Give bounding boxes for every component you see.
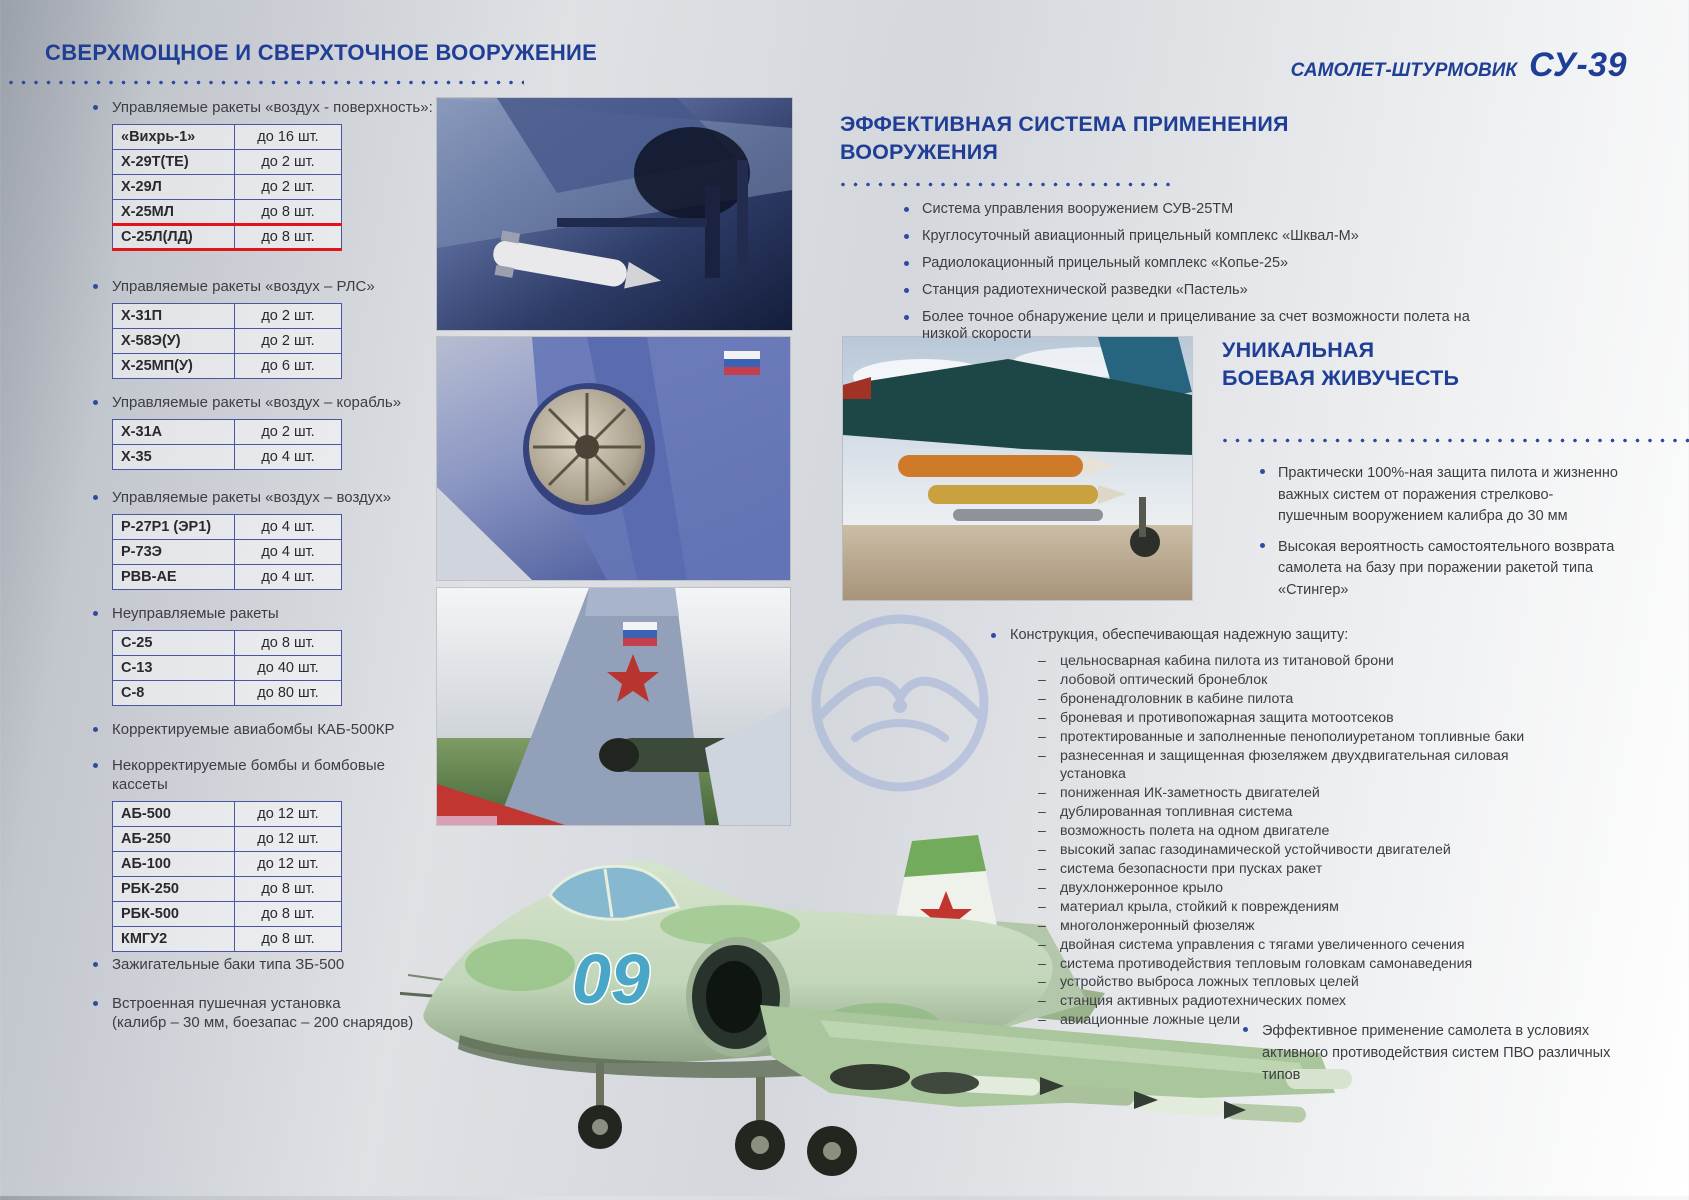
weapon-qty-cell: до 12 шт. [235,852,342,877]
weapon-qty-cell: до 8 шт. [235,877,342,902]
construction-item: – цельносварная кабина пилота из титановой брони [1038,652,1558,671]
weapon-section-label: Неуправляемые ракеты [88,604,440,623]
winged-emblem-icon [795,598,1005,808]
weapon-row [113,631,342,656]
photo-underside-weapons [437,98,792,330]
weapon-table [112,303,342,379]
weapon-row [113,125,342,150]
weapon-section-air-air [88,488,440,590]
weapon-section-bombs [88,756,440,952]
feature-bullet: Станция радиотехнической разведки «Пастель» [902,282,1512,299]
weapon-name-cell: АБ-100 [113,852,235,877]
aircraft-title [1291,46,1627,85]
section-effective-use [1238,1020,1648,1093]
feature-bullet: Система управления вооружением СУВ-25ТМ [902,201,1512,218]
section-construction [986,626,1561,1030]
weapon-name-cell: Х-29Л [113,175,235,200]
weapon-row [113,445,342,470]
gun-label-line1: Встроенная пушечная установка [112,995,341,1012]
weapon-row [113,540,342,565]
weapon-name-cell: Х-29Т(ТЕ) [113,150,235,175]
weapon-row [113,681,342,706]
weapon-section-label: Корректируемые авиабомбы КАБ-500КР [88,720,440,739]
weapon-section-label [88,994,440,1032]
weapon-row [113,927,342,952]
weapon-table [112,514,342,590]
weapon-section-label: Управляемые ракеты «воздух – корабль» [88,393,440,412]
aircraft-number: 09 [572,940,650,1018]
photo-tail-star [437,588,790,825]
weapon-qty-cell: до 2 шт. [235,420,342,445]
weapon-row [113,329,342,354]
weapon-table [112,419,342,470]
effective-system-list [902,201,1512,343]
section-heading [1222,336,1689,392]
feature-bullet: Более точное обнаружение цели и прицеливание за счет возможности полета на низкой скорости [902,309,1512,343]
heading-line-1: УНИКАЛЬНАЯ [1222,338,1375,362]
feature-bullet: Практически 100%-ная защита пилота и жизненно важных систем от поражения стрелково-пушечным вооружением калибра до 30 мм [1258,463,1618,528]
weapons-column [88,98,440,1032]
construction-item: – дублированная топливная система [1038,803,1558,822]
dotted-divider [1222,438,1689,443]
aircraft-type-label: САМОЛЕТ-ШТУРМОВИК [1290,60,1518,81]
weapon-qty-cell: до 4 шт. [235,515,342,540]
page-title: СВЕРХМОЩНОЕ И СВЕРХТОЧНОЕ ВООРУЖЕНИЕ [45,40,598,65]
weapon-qty-cell: до 8 шт. [235,927,342,952]
weapon-name-cell: Х-58Э(У) [113,329,235,354]
construction-item: – возможность полета на одном двигателе [1038,822,1558,841]
weapon-row [113,304,342,329]
weapon-name-cell: С-25Л(ЛД) [113,225,235,250]
weapon-name-cell: АБ-250 [113,827,235,852]
feature-bullet: Круглосуточный авиационный прицельный комплекс «Шквал-М» [902,228,1512,245]
weapon-section-unguided [88,604,440,706]
construction-item: – двойная система управления с тягами увеличенного сечения [1038,936,1558,955]
weapon-qty-cell: до 80 шт. [235,681,342,706]
construction-list [1038,652,1558,1030]
weapon-qty-cell: до 8 шт. [235,225,342,250]
weapon-name-cell: Х-35 [113,445,235,470]
weapon-name-cell: РВВ-АЕ [113,565,235,590]
weapon-qty-cell: до 4 шт. [235,445,342,470]
effective-use-text: Эффективное применение самолета в условиях активного противодействия систем ПВО различных типов [1238,1020,1648,1086]
gun-label-line2: (калибр – 30 мм, боезапас – 200 снарядов) [112,1014,414,1031]
weapon-row [113,902,342,927]
construction-item: – устройство выброса ложных тепловых целей [1038,973,1558,992]
feature-bullet: Высокая вероятность самостоятельного возврата самолета на базу при поражении ракетой типа «Стингер» [1258,537,1618,602]
construction-item: – высокий запас газодинамической устойчивости двигателей [1038,841,1558,860]
weapon-qty-cell: до 8 шт. [235,902,342,927]
weapon-name-cell: АБ-500 [113,802,235,827]
weapon-qty-cell: до 12 шт. [235,802,342,827]
construction-item: – материал крыла, стойкий к повреждениям [1038,898,1558,917]
weapon-row [113,175,342,200]
weapon-qty-cell: до 2 шт. [235,304,342,329]
weapon-row [113,200,342,225]
construction-item: – многолонжеронный фюзеляж [1038,917,1558,936]
weapon-row [113,150,342,175]
weapon-table [112,630,342,706]
weapon-section-label: Зажигательные баки типа ЗБ-500 [88,955,440,974]
sukhoi-logo-watermark [795,598,1005,808]
weapon-name-cell: РБК-500 [113,902,235,927]
construction-item: – броненадголовник в кабине пилота [1038,690,1558,709]
weapon-row [113,802,342,827]
weapon-row [113,565,342,590]
weapon-name-cell: Х-31А [113,420,235,445]
construction-item: – авиационные ложные цели [1038,1011,1558,1030]
heading-line-2: БОЕВАЯ ЖИВУЧЕСТЬ [1222,366,1460,390]
weapon-qty-cell: до 2 шт. [235,150,342,175]
weapon-qty-cell: до 2 шт. [235,329,342,354]
weapon-section-incendiary [88,955,440,974]
weapon-row [113,225,342,250]
weapon-name-cell: С-13 [113,656,235,681]
construction-item: – двухлонжеронное крыло [1038,879,1558,898]
weapon-qty-cell: до 8 шт. [235,200,342,225]
weapon-row [113,877,342,902]
weapon-section-air-surface [88,98,440,251]
weapon-name-cell: С-25 [113,631,235,656]
photo-missiles-ground [843,337,1192,600]
dotted-divider [8,80,524,85]
photo-tail-cone [437,337,790,580]
weapon-qty-cell: до 4 шт. [235,540,342,565]
weapon-section-gun [88,994,440,1032]
weapon-name-cell: «Вихрь-1» [113,125,235,150]
weapon-row [113,852,342,877]
weapon-name-cell: Р-27Р1 (ЭР1) [113,515,235,540]
section-effective-system [840,110,1520,353]
survivability-list [1258,463,1618,601]
weapon-section-air-ship [88,393,440,470]
construction-item: – система безопасности при пусках ракет [1038,860,1558,879]
weapon-row [113,515,342,540]
construction-item: – пониженная ИК-заметность двигателей [1038,784,1558,803]
heading-line-1: ЭФФЕКТИВНАЯ СИСТЕМА ПРИМЕНЕНИЯ [840,112,1289,136]
weapon-section-label: Управляемые ракеты «воздух – РЛС» [88,277,440,296]
weapon-qty-cell: до 40 шт. [235,656,342,681]
construction-item: – лобовой оптический бронеблок [1038,671,1558,690]
weapon-row [113,656,342,681]
weapon-section-guided-bombs [88,720,440,739]
weapon-name-cell: Х-25МЛ [113,200,235,225]
weapon-row [113,354,342,379]
construction-item: – броневая и противопожарная защита мотоотсеков [1038,709,1558,728]
weapon-name-cell: КМГУ2 [113,927,235,952]
weapon-row [113,827,342,852]
weapon-qty-cell: до 8 шт. [235,631,342,656]
weapon-name-cell: С-8 [113,681,235,706]
weapon-name-cell: РБК-250 [113,877,235,902]
weapon-table [112,124,342,251]
weapon-qty-cell: до 2 шт. [235,175,342,200]
weapon-name-cell: Х-25МП(У) [113,354,235,379]
aircraft-model-label: СУ-39 [1529,46,1627,84]
weapon-qty-cell: до 12 шт. [235,827,342,852]
weapon-qty-cell: до 16 шт. [235,125,342,150]
weapon-section-air-radar [88,277,440,379]
feature-bullet: Радиолокационный прицельный комплекс «Копье-25» [902,255,1512,272]
section-heading [840,110,1520,166]
heading-line-2: ВООРУЖЕНИЯ [840,140,999,164]
construction-item: – разнесенная и защищенная фюзеляжем двухдвигательная силовая установка [1038,747,1558,785]
section-survivability [1222,336,1689,610]
weapon-table [112,801,342,952]
weapon-section-label: Некорректируемые бомбы и бомбовые кассеты [88,756,440,794]
construction-item: – станция активных радиотехнических помех [1038,992,1558,1011]
construction-item: – система противодействия тепловым головкам самонаведения [1038,955,1558,974]
construction-item: – протектированные и заполненные пенополиуретаном топливные баки [1038,728,1558,747]
weapon-name-cell: Р-73Э [113,540,235,565]
weapon-qty-cell: до 4 шт. [235,565,342,590]
weapon-qty-cell: до 6 шт. [235,354,342,379]
weapon-row [113,420,342,445]
weapon-name-cell: Х-31П [113,304,235,329]
construction-label: Конструкция, обеспечивающая надежную защиту: [986,626,1561,645]
weapon-section-label: Управляемые ракеты «воздух – воздух» [88,488,440,507]
weapon-section-label: Управляемые ракеты «воздух - поверхность»: [88,98,440,117]
dotted-divider [840,182,1170,187]
